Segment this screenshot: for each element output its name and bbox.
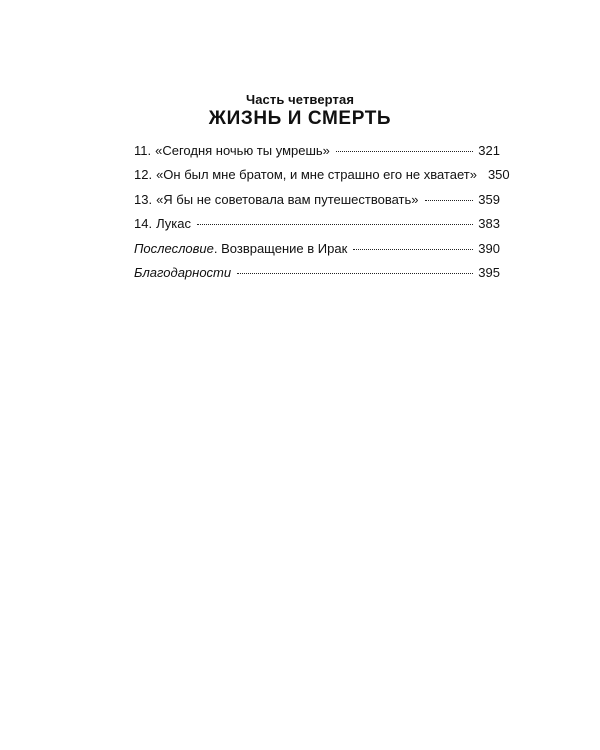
toc-entry-text: «Сегодня ночью ты умрешь»	[155, 143, 330, 158]
dot-leader	[336, 151, 473, 152]
dot-leader	[197, 224, 473, 225]
toc-entry-number: 14.	[134, 216, 153, 232]
toc-entry-title	[134, 237, 347, 261]
toc-entry-page: 359	[478, 191, 500, 207]
toc-entry-number: 11.	[134, 143, 152, 158]
toc-entry-text: «Я бы не советовала вам путешествовать»	[156, 191, 419, 207]
toc-entry-text: «Он был мне братом, и мне страшно его не хватает»	[156, 167, 477, 183]
part-title: ЖИЗНЬ И СМЕРТЬ	[208, 108, 392, 129]
toc-entry-title	[134, 188, 419, 212]
toc-entry-title	[134, 212, 191, 236]
toc-entry[interactable]	[134, 139, 500, 163]
toc-entry-page: 350	[487, 167, 510, 183]
toc-entry-title	[134, 139, 330, 163]
toc-entry[interactable]	[134, 212, 500, 236]
toc-entry[interactable]	[134, 188, 500, 212]
toc-entry-number: 13.	[134, 191, 153, 207]
toc-entry-title	[134, 261, 231, 285]
part-label: Часть четвертая	[245, 92, 355, 107]
dot-leader	[425, 200, 474, 201]
toc-entry-number: 12.	[134, 167, 153, 183]
toc-entry-title	[134, 163, 477, 187]
toc-entry[interactable]	[134, 237, 500, 261]
toc-entry-page: 395	[478, 264, 500, 280]
dot-leader	[353, 249, 473, 250]
table-of-contents	[134, 139, 510, 285]
toc-entry-text: Лукас	[156, 216, 191, 232]
toc-entry-page: 383	[478, 216, 500, 232]
toc-entry-page: 390	[478, 240, 500, 256]
toc-entry[interactable]	[134, 163, 510, 187]
toc-entry[interactable]	[134, 261, 500, 285]
toc-entry-page: 321	[478, 143, 500, 158]
dot-leader	[237, 273, 473, 274]
toc-entry-text: Благодарности	[134, 264, 232, 280]
toc-entry-text: Послесловие	[134, 240, 214, 256]
toc-entry-subtitle: . Возвращение в Ирак	[213, 240, 348, 256]
